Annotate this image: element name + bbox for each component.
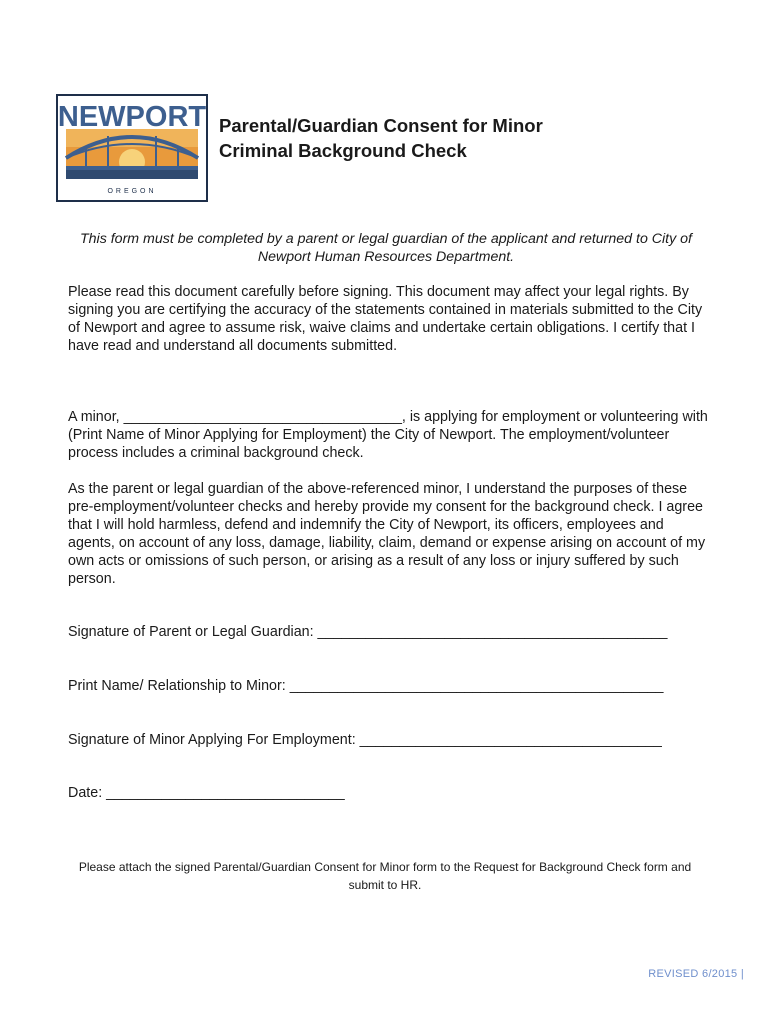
- title-line-2: Criminal Background Check: [219, 140, 467, 161]
- date-field[interactable]: Date: ______________________________: [68, 785, 345, 801]
- bridge-logo-icon: [58, 96, 206, 200]
- page-title: [219, 113, 543, 163]
- intro-text: This form must be completed by a parent or legal guardian of the applicant and returned to City of Newport Human Resources Department.: [80, 231, 692, 265]
- footer-note: Please attach the signed Parental/Guardian Consent for Minor form to the Request for Background Check form and submit to HR.: [78, 860, 692, 892]
- title-line-1: Parental/Guardian Consent for Minor: [219, 115, 543, 136]
- parent-signature-field[interactable]: Signature of Parent or Legal Guardian: ____________________________________________: [68, 624, 668, 640]
- logo-sub: OREGON: [107, 188, 157, 195]
- minor-signature-field[interactable]: Signature of Minor Applying For Employment: ______________________________________: [68, 732, 662, 748]
- minor-paragraph: A minor, ___________________________________, is applying for employment or volunteering with (Print Name of Minor Applying for Employment) the City of Newport. The employment/volunteer process includes a criminal background check.: [68, 409, 708, 461]
- print-name-field[interactable]: Print Name/ Relationship to Minor: _______________________________________________: [68, 678, 664, 694]
- rights-paragraph: Please read this document carefully before signing. This document may affect your legal rights. By signing you are certifying the accuracy of the statements contained in materials submitted to the City of Newport and agree to assume risk, waive claims and undertake certain obligations. I certify that I have read and understand all documents submitted.: [68, 284, 703, 354]
- revision-label: REVISED 6/2015 |: [648, 968, 744, 980]
- city-logo: [56, 94, 208, 202]
- logo-name: NEWPORT: [58, 101, 206, 133]
- consent-paragraph: As the parent or legal guardian of the above-referenced minor, I understand the purposes of these pre-employment/volunteer checks and hereby provide my consent for the background check. I agree that I will hold harmless, defend and indemnify the City of Newport, its officers, employees and agents, on account of any loss, damage, liability, claim, demand or expense arising on account of my own acts or omissions of such person, or arising as a result of any loss or injury suffered by such person.: [68, 481, 706, 587]
